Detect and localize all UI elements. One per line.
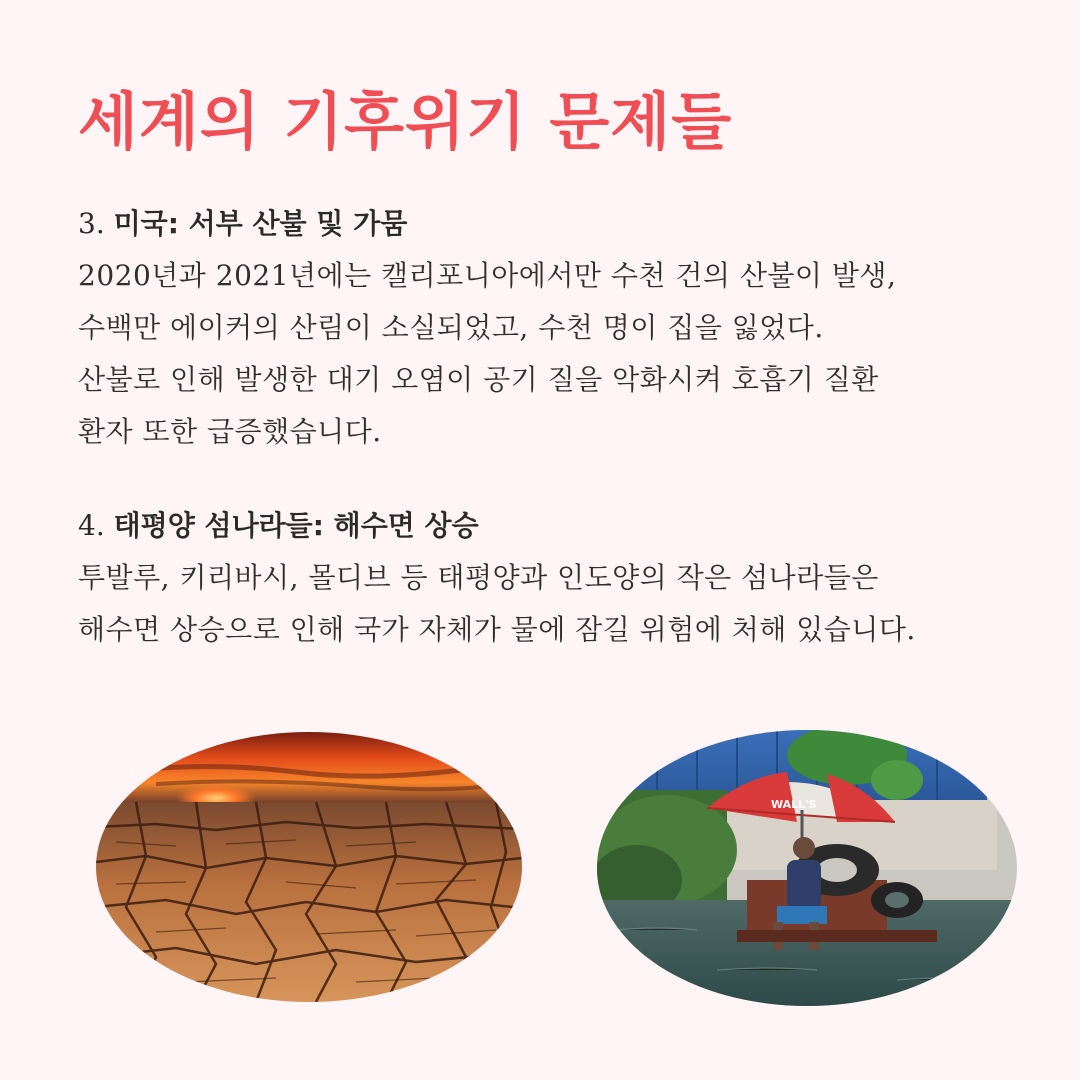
section-title: 미국: 서부 산불 및 가뭄 [113,207,408,240]
body-line: 해수면 상승으로 인해 국가 자체가 물에 잠길 위험에 처해 있습니다. [78,613,916,646]
body-line: 수백만 에이커의 산림이 소실되었고, 수천 명이 집을 잃었다. [78,311,824,344]
umbrella-brand-text: WALL'S [771,798,817,811]
section-heading [78,500,1068,552]
section-heading [78,198,1068,250]
flood-photo [597,730,1017,1006]
section-number: 4. [78,509,105,542]
body-line: 투발루, 키리바시, 몰디브 등 태평양과 인도양의 작은 섬나라들은 [78,561,879,594]
section-us-wildfire [78,198,1068,458]
page-title: 세계의 기후위기 문제들 [78,85,733,158]
body-line: 환자 또한 급증했습니다. [78,415,382,448]
section-title: 태평양 섬나라들: 해수면 상승 [113,509,479,542]
body-line: 산불로 인해 발생한 대기 오염이 공기 질을 악화시켜 호흡기 질환 [78,363,879,396]
section-pacific-islands [78,500,1068,656]
section-number: 3. [78,207,105,240]
body-line: 2020년과 2021년에는 캘리포니아에서만 수천 건의 산불이 발생, [78,259,897,292]
drought-photo [96,732,522,1002]
